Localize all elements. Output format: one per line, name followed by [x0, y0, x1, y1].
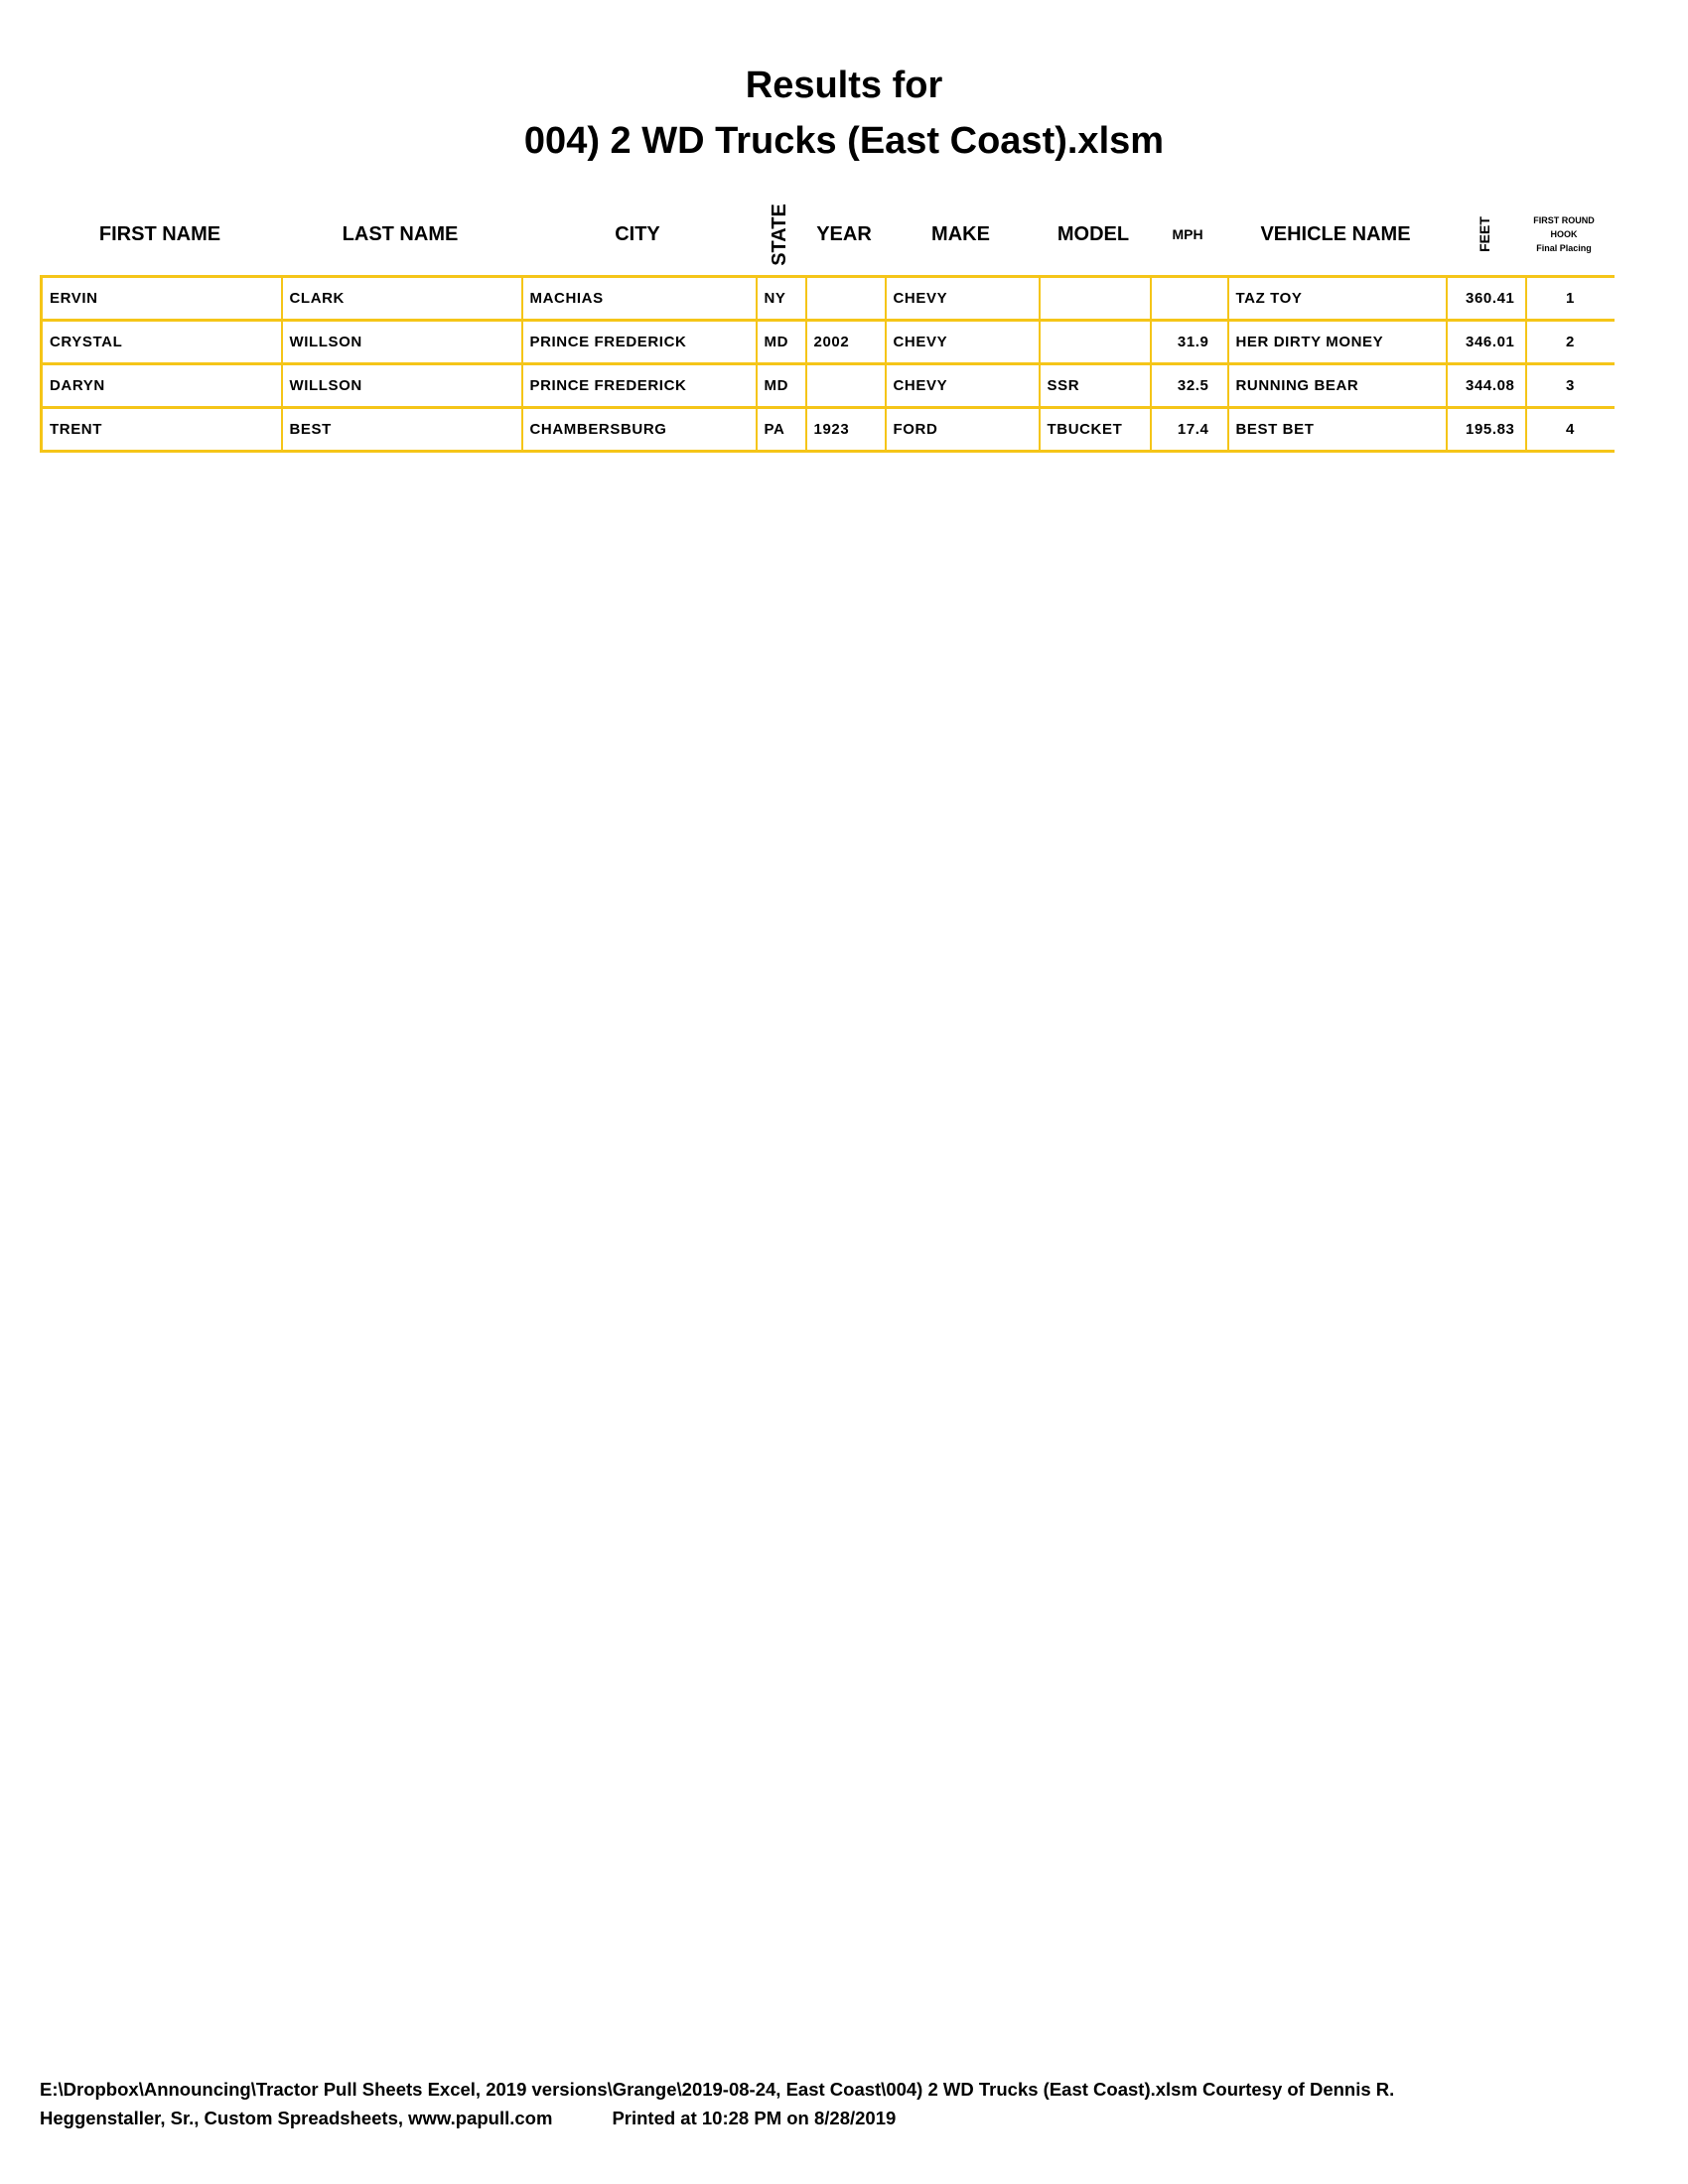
- cell-year: [806, 364, 886, 408]
- cell-last-name: BEST: [282, 408, 522, 452]
- header-year: YEAR: [816, 222, 872, 245]
- cell-vehicle-name: TAZ TOY: [1228, 277, 1447, 321]
- cell-feet: 360.41: [1447, 277, 1526, 321]
- cell-vehicle-name: HER DIRTY MONEY: [1228, 321, 1447, 364]
- header-feet: [1445, 195, 1524, 274]
- cell-mph: 31.9: [1151, 321, 1228, 364]
- table-row: [42, 364, 1615, 408]
- header-last-name: LAST NAME: [342, 222, 459, 245]
- cell-vehicle-name: RUNNING BEAR: [1228, 364, 1447, 408]
- header-placing-line3: Final Placing: [1536, 243, 1592, 253]
- cell-first-name: ERVIN: [42, 277, 282, 321]
- header-state-label: STATE: [768, 203, 790, 266]
- cell-city: PRINCE FREDERICK: [522, 364, 757, 408]
- cell-placing: 4: [1526, 408, 1615, 452]
- header-feet-label: FEET: [1477, 216, 1492, 252]
- header-final-placing: [1524, 195, 1604, 274]
- header-model: MODEL: [1056, 222, 1130, 245]
- cell-year: [806, 277, 886, 321]
- cell-model: SSR: [1040, 364, 1151, 408]
- page-title-line1: Results for: [745, 65, 943, 106]
- cell-first-name: TRENT: [42, 408, 282, 452]
- footer-credit: Heggenstaller, Sr., Custom Spreadsheets, www.papull.com: [40, 2108, 553, 2128]
- cell-year: 1923: [806, 408, 886, 452]
- cell-mph: 17.4: [1151, 408, 1228, 452]
- cell-vehicle-name: BEST BET: [1228, 408, 1447, 452]
- cell-make: CHEVY: [886, 321, 1040, 364]
- header-state: [755, 195, 804, 274]
- cell-city: CHAMBERSBURG: [522, 408, 757, 452]
- page-title-line2: 004) 2 WD Trucks (East Coast).xlsm: [523, 120, 1165, 162]
- table-row: [42, 408, 1615, 452]
- cell-state: MD: [757, 364, 806, 408]
- cell-year: 2002: [806, 321, 886, 364]
- cell-make: CHEVY: [886, 364, 1040, 408]
- header-mph: MPH: [1172, 226, 1203, 242]
- cell-make: CHEVY: [886, 277, 1040, 321]
- cell-feet: 195.83: [1447, 408, 1526, 452]
- footer-file-path: E:\Dropbox\Announcing\Tractor Pull Sheets Excel, 2019 versions\Grange\2019-08-24, East Coast\004) 2 WD Trucks (East Coast).xlsm Courtesy of Dennis R.: [40, 2079, 1395, 2100]
- cell-last-name: CLARK: [282, 277, 522, 321]
- header-city: CITY: [615, 222, 660, 245]
- cell-placing: 1: [1526, 277, 1615, 321]
- cell-placing: 3: [1526, 364, 1615, 408]
- cell-last-name: WILLSON: [282, 321, 522, 364]
- cell-feet: 344.08: [1447, 364, 1526, 408]
- table-row: [42, 321, 1615, 364]
- header-first-name: FIRST NAME: [98, 222, 221, 245]
- cell-first-name: DARYN: [42, 364, 282, 408]
- table-row: [42, 277, 1615, 321]
- header-make: MAKE: [931, 222, 990, 245]
- cell-placing: 2: [1526, 321, 1615, 364]
- cell-state: NY: [757, 277, 806, 321]
- cell-last-name: WILLSON: [282, 364, 522, 408]
- cell-model: [1040, 277, 1151, 321]
- cell-city: PRINCE FREDERICK: [522, 321, 757, 364]
- page-footer: [40, 2075, 1668, 2132]
- cell-model: TBUCKET: [1040, 408, 1151, 452]
- footer-printed-time: Printed at 10:28 PM on 8/28/2019: [612, 2108, 897, 2128]
- cell-city: MACHIAS: [522, 277, 757, 321]
- cell-feet: 346.01: [1447, 321, 1526, 364]
- cell-state: PA: [757, 408, 806, 452]
- cell-model: [1040, 321, 1151, 364]
- header-placing-line1: FIRST ROUND: [1533, 215, 1595, 225]
- cell-mph: 32.5: [1151, 364, 1228, 408]
- header-vehicle-name: VEHICLE NAME: [1260, 222, 1411, 245]
- results-table: [40, 275, 1615, 453]
- footer-credit-line: [40, 2104, 1668, 2132]
- header-placing-line2: HOOK: [1550, 229, 1578, 239]
- cell-make: FORD: [886, 408, 1040, 452]
- cell-state: MD: [757, 321, 806, 364]
- cell-first-name: CRYSTAL: [42, 321, 282, 364]
- cell-mph: [1151, 277, 1228, 321]
